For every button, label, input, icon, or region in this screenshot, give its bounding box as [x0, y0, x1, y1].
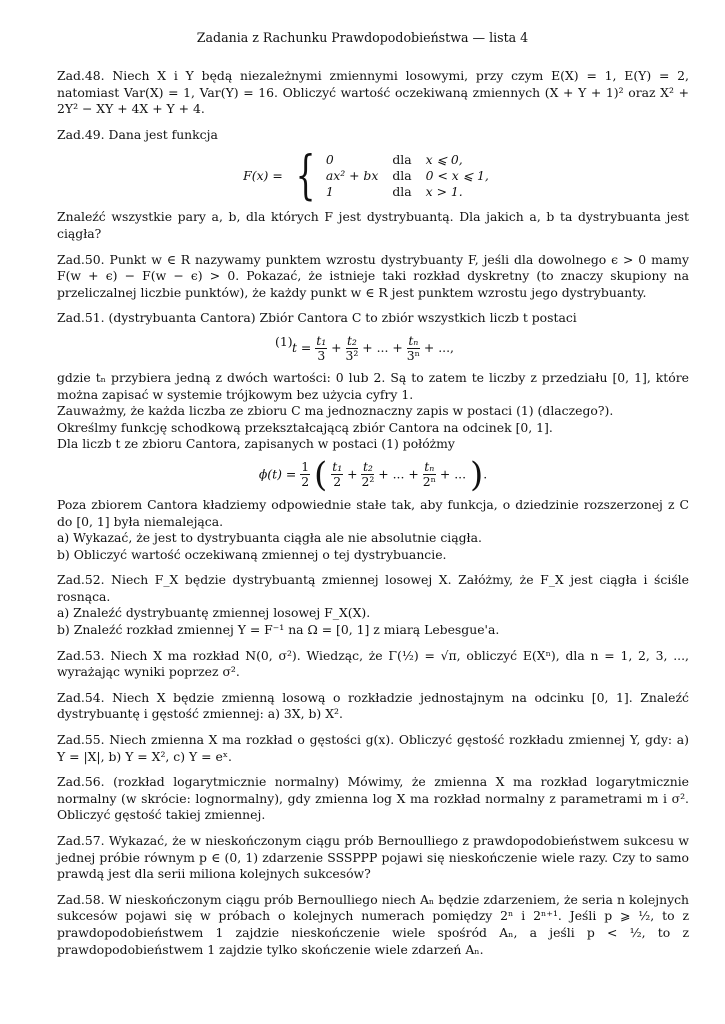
problem-53	[57, 648, 689, 681]
problem-line: Określmy funkcję schodkową przekształcającą zbiór Cantora na odcinek [0, 1].	[57, 419, 553, 435]
problem-line: Zauważmy, że każda liczba ze zbioru C ma jednoznaczny zapis w postaci (1) (dlaczego?).	[57, 403, 614, 419]
problem-label: Zad.56.	[57, 774, 105, 790]
problem-54	[57, 690, 689, 723]
problem-55	[57, 732, 689, 765]
problem-49	[57, 127, 689, 243]
problem-list	[57, 68, 689, 967]
left-brace-icon: {	[295, 146, 316, 207]
case-row: 1 dla x > 1.	[325, 184, 463, 200]
fraction: $\frac{\text{t₂}}{\text{2²}}$	[361, 459, 375, 490]
problem-line: Niech F_X będzie dystrybuantą zmiennej losowej X. Załóżmy, że F_X jest ciągła i ściśle rosnąca.	[57, 572, 689, 604]
problem-line: a) Znaleźć dystrybuantę zmiennej losowej F_X(X).	[57, 605, 371, 621]
cases-table	[326, 152, 503, 200]
right-paren-icon: )	[469, 454, 484, 495]
equation-1: (1) t = $\frac{\text{t₁}}{3}$ + $\frac{\text{t₂}}{\text{3²}}$ + ... + $\frac{\text{tₙ}}{\text{3ⁿ}}$ + ...,	[275, 332, 454, 363]
problem-label: Zad.52.	[57, 572, 105, 588]
problem-label: Zad.54.	[57, 689, 105, 705]
problem-label: Zad.48.	[57, 68, 105, 83]
problem-48	[57, 68, 689, 118]
problem-label: Zad.53.	[57, 647, 105, 663]
problem-50	[57, 252, 689, 302]
case-row: ax² + bx dla 0 < x ⩽ 1,	[325, 168, 489, 184]
problem-intro: Dana jest funkcja	[108, 126, 218, 142]
problem-line: gdzie tₙ przybiera jedną z dwóch wartości: 0 lub 2. Są to zatem te liczby z przedziału [0, 1], które można zapisać w systemie trójkowym bez użycia cyfry 1.	[57, 369, 689, 402]
problem-text: W nieskończonym ciągu prób Bernoulliego niech Aₙ będzie zdarzeniem, że seria n kolejnych sukcesów pojawi się w próbach o kolejnych numerach pomiędzy 2ⁿ i 2ⁿ⁺¹. Jeśli p ⩾ ½, to z prawdopodobieństwem 1 zajdzie nieskończenie wiele spośród Aₙ, a jeśli p < ½, to z prawdopodobieństwem 1 zajdzie tylko skończenie wiele zdarzeń Aₙ.	[57, 891, 689, 957]
problem-text: Znaleźć wszystkie pary a, b, dla których F jest dystrybuantą. Dla jakich a, b ta dystrybuanta jest ciągła?	[57, 209, 689, 241]
problem-label: Zad.57.	[57, 833, 105, 848]
fraction: $\frac{1}{2}$	[301, 459, 310, 490]
fraction: $\frac{\text{t₁}}{3}$	[316, 332, 327, 363]
equation-phi: ϕ(t) = $\frac{1}{2}$ ( $\frac{\text{t₁}}{2}$ + $\frac{\text{t₂}}{\text{2²}}$ + ... + $\frac{\text{tₙ}}{\text{2ⁿ}}$ + ... ).	[258, 454, 488, 495]
problem-line: Dla liczb t ze zbioru Cantora, zapisanych w postaci (1) połóżmy	[57, 436, 455, 452]
problem-label: Zad.50.	[57, 251, 105, 267]
equation-number: (1)	[275, 333, 293, 349]
problem-label: Zad.55.	[57, 732, 105, 748]
page-title: Zadania z Rachunku Prawdopodobieństwa — lista 4	[196, 30, 529, 45]
problem-text: Niech X ma rozkład N(0, σ²). Wiedząc, że Γ(½) = √π, obliczyć E(Xⁿ), dla n = 1, 2, 3, ..., wyrażając wyniki poprzez σ².	[57, 647, 689, 680]
problem-label: Zad.51.	[57, 310, 105, 326]
problem-52	[57, 572, 689, 638]
problem-58	[57, 892, 689, 958]
problem-56	[57, 774, 689, 824]
problem-text: Niech X i Y będą niezależnymi zmiennymi losowymi, przy czym E(X) = 1, E(Y) = 2, natomiast Var(X) = 1, Var(Y) = 16. Obliczyć wartość oczekiwaną zmiennych (X + Y + 1)² oraz X² + 2Y² − XY + 4X + Y + 4.	[57, 68, 689, 117]
fraction: $\frac{\text{tₙ}}{\text{2ⁿ}}$	[422, 459, 436, 490]
piecewise-equation	[57, 146, 689, 207]
problem-text: Punkt w ∈ R nazywamy punktem wzrostu dystrybuanty F, jeśli dla dowolnego ϵ > 0 mamy F(w + ϵ) − F(w − ϵ) > 0. Pokazać, że istnieje taki rozkład dyskretny (to znaczy skupiony na przeliczalnej liczbie punktów), że każdy punkt w ∈ R jest punktem wzrostu jego dystrybuanty.	[57, 251, 689, 300]
problem-text: Wykazać, że w nieskończonym ciągu prób Bernoulliego z prawdopodobieństwem sukcesu w jednej próbie równym p ∈ (0, 1) zdarzenie SSSPPP pojawi się nieskończenie wiele razy. Czy to samo prawdą jest dla serii miliona kolejnych sukcesów?	[57, 833, 689, 882]
problem-line: Poza zbiorem Cantora kładziemy odpowiednie stałe tak, aby funkcja, o dziedzinie rozszerzonej z C do [0, 1] była niemalejąca.	[57, 496, 689, 529]
fraction: $\frac{\text{t₂}}{\text{3²}}$	[345, 332, 359, 363]
fraction: $\frac{\text{t₁}}{2}$	[332, 459, 343, 490]
problem-line: b) Znaleźć rozkład zmiennej Y = F⁻¹ na Ω = [0, 1] z miarą Lebesgue'a.	[57, 622, 500, 638]
problem-label: Zad.49.	[57, 126, 105, 142]
problem-line: b) Obliczyć wartość oczekiwaną zmiennej o tej dystrybuancie.	[57, 546, 447, 562]
problem-text: (rozkład logarytmicznie normalny) Mówimy, że zmienna X ma rozkład logarytmicznie normalny (w skrócie: lognormalny), gdy zmienna log X ma rozkład normalny z parametrami m i σ². Obliczyć gęstość takiej zmiennej.	[57, 774, 689, 823]
problem-intro: (dystrybuanta Cantora) Zbiór Cantora C to zbiór wszystkich liczb t postaci	[108, 310, 577, 326]
problem-text: Niech X będzie zmienną losową o rozkładzie jednostajnym na odcinku [0, 1]. Znaleźć dystrybuantę i gęstość zmiennej: a) 3X, b) X².	[57, 689, 689, 722]
fraction: $\frac{\text{tₙ}}{\text{3ⁿ}}$	[406, 332, 420, 363]
problem-line: a) Wykazać, że jest to dystrybuanta ciągła ale nie absolutnie ciągła.	[57, 530, 482, 546]
problem-57	[57, 833, 689, 883]
problem-label: Zad.58.	[57, 891, 105, 907]
equation-lhs: F(x) =	[243, 168, 283, 184]
problem-text: Niech zmienna X ma rozkład o gęstości g(x). Obliczyć gęstość rozkładu zmiennej Y, gdy: a) Y = |X|, b) Y = X², c) Y = eˣ.	[57, 732, 689, 764]
problem-51	[57, 310, 689, 563]
case-row: 0 dla x ⩽ 0,	[325, 152, 463, 168]
left-paren-icon: (	[314, 454, 328, 495]
